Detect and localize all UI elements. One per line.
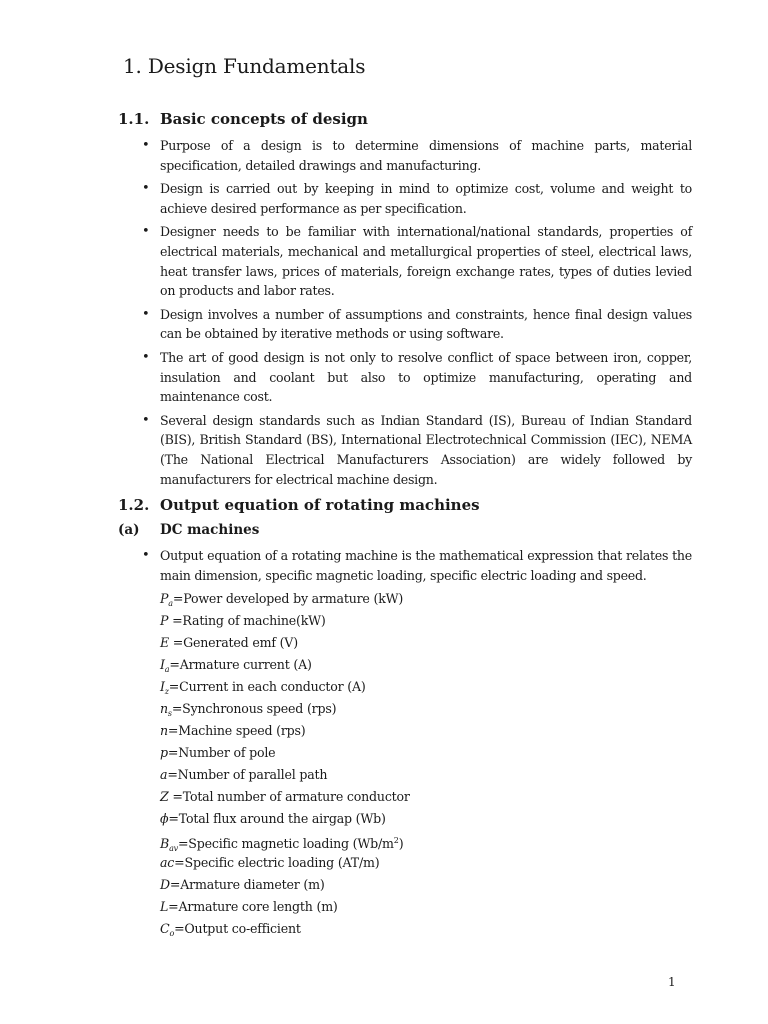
list-item: • Design is carried out by keeping in mind to optimize cost, volume and weight to achieve desired performance as per specification.	[140, 179, 692, 218]
symbol: P	[160, 591, 169, 606]
symbol: I	[160, 679, 165, 694]
list-item: • Designer needs to be familiar with international/national standards, properties of electrical materials, mechanical and metallurgical properties of steel, electrical laws, heat transfer laws, prices of materials, foreign exchange rates, types of duties levied on products and labor rates.	[140, 222, 692, 300]
unit-exponent: 2	[393, 836, 399, 845]
symbol-subscript: s	[167, 709, 172, 718]
symbol: ϕ	[160, 811, 169, 826]
symbol-definition	[160, 918, 410, 940]
symbol: ac	[160, 855, 175, 870]
symbol-definitions	[160, 588, 410, 940]
symbol: E	[160, 635, 169, 650]
section-title: Basic concepts of design	[160, 110, 368, 128]
symbol-subscript: z	[164, 687, 169, 696]
symbol: p	[160, 745, 168, 760]
symbol: D	[160, 877, 170, 892]
symbol-description: =Armature core length (m)	[168, 899, 338, 914]
symbol-definition	[160, 808, 410, 830]
symbol-definition	[160, 764, 410, 786]
section-heading-1-1	[118, 110, 368, 128]
symbol-definition	[160, 830, 410, 852]
symbol-description: =Armature current (A)	[169, 657, 312, 672]
symbol-description: =Synchronous speed (rps)	[171, 701, 337, 716]
symbol-subscript: a	[164, 665, 170, 674]
symbol-description: =Current in each conductor (A)	[168, 679, 366, 694]
list-item: • Several design standards such as Indian Standard (IS), Bureau of Indian Standard (BIS), British Standard (BS), International Electrotechnical Commission (IEC), NEMA (The National Electrical Manufacturers Association) are widely followed by manufacturers for electrical machine design.	[140, 411, 692, 489]
symbol-subscript: av	[169, 844, 178, 853]
symbol-definition	[160, 720, 410, 742]
symbol-definition	[160, 654, 410, 676]
symbol-subscript: o	[169, 929, 175, 938]
symbol-description: =Total flux around the airgap (Wb)	[168, 811, 386, 826]
chapter-title: 1. Design Fundamentals	[123, 54, 366, 78]
basic-concepts-list	[140, 136, 692, 493]
symbol-subscript: a	[168, 599, 173, 608]
symbol-description: =Machine speed (rps)	[167, 723, 306, 738]
symbol-definition	[160, 852, 410, 874]
unit-closing: )	[398, 836, 404, 851]
symbol-description: =Armature diameter (m)	[169, 877, 325, 892]
symbol-definition	[160, 588, 410, 610]
symbol-definition	[160, 874, 410, 896]
symbol: L	[160, 899, 169, 914]
symbol-definition	[160, 698, 410, 720]
symbol: Z	[160, 789, 169, 804]
section-number: 1.2.	[118, 496, 150, 514]
symbol-description: =Total number of armature conductor	[168, 789, 410, 804]
symbol: I	[160, 657, 165, 672]
symbol-description: =Specific magnetic loading (Wb/m	[177, 836, 394, 851]
subsection-heading-a	[118, 522, 259, 538]
symbol-description: =Rating of machine(kW)	[168, 613, 326, 628]
symbol: P	[160, 613, 169, 628]
symbol-description: =Output co-efficient	[174, 921, 301, 936]
symbol: n	[160, 723, 168, 738]
dc-machines-list	[140, 546, 692, 589]
list-item: • The art of good design is not only to resolve conflict of space between iron, copper, insulation and coolant but also to optimize manufacturing, operating and maintenance cost.	[140, 348, 692, 407]
symbol: B	[160, 836, 170, 851]
list-item: • Purpose of a design is to determine dimensions of machine parts, material specification, detailed drawings and manufacturing.	[140, 136, 692, 175]
symbol: n	[160, 701, 168, 716]
symbol-definition	[160, 786, 410, 808]
symbol-definition	[160, 632, 410, 654]
symbol-definition	[160, 676, 410, 698]
symbol-definition	[160, 610, 410, 632]
subsection-label: (a)	[118, 522, 140, 538]
symbol: C	[160, 921, 170, 936]
symbol-definition	[160, 896, 410, 918]
symbol-description: =Specific electric loading (AT/m)	[174, 855, 380, 870]
section-title: Output equation of rotating machines	[160, 496, 480, 514]
subsection-title: DC machines	[160, 522, 260, 538]
list-item: • Output equation of a rotating machine is the mathematical expression that relates the main dimension, specific magnetic loading, specific electric loading and speed.	[140, 546, 692, 585]
symbol-description: =Power developed by armature (kW)	[172, 591, 404, 606]
symbol-definition	[160, 742, 410, 764]
symbol-description: =Number of pole	[167, 745, 276, 760]
list-item: • Design involves a number of assumptions and constraints, hence final design values can be obtained by iterative methods or using software.	[140, 305, 692, 344]
symbol-description: =Generated emf (V)	[169, 635, 298, 650]
symbol: a	[160, 767, 168, 782]
symbol-description: =Number of parallel path	[167, 767, 328, 782]
page-number: 1	[668, 975, 676, 989]
section-heading-1-2	[118, 496, 480, 514]
section-number: 1.1.	[118, 110, 150, 128]
